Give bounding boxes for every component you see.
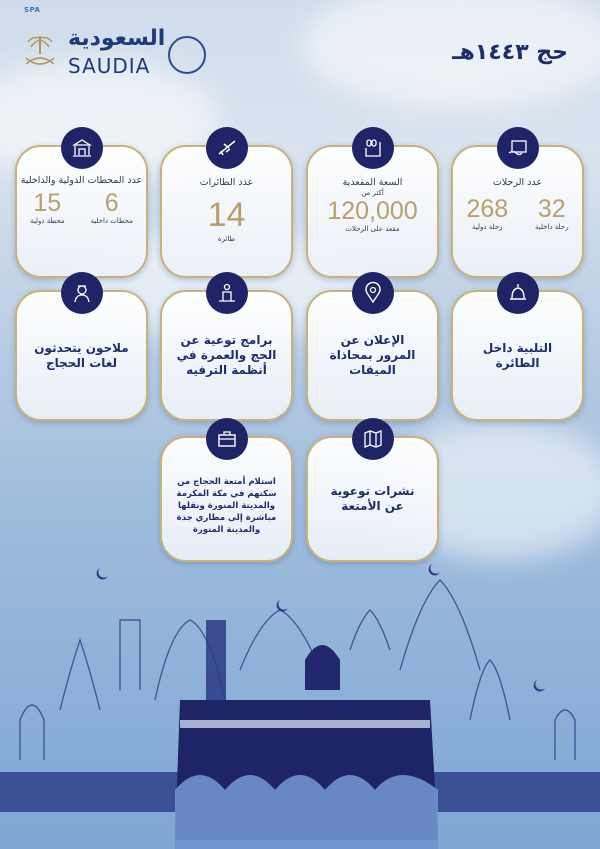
intl-stations-label: محطة دولية: [30, 217, 65, 225]
card-stations: [15, 145, 148, 278]
card-leaflets: [306, 436, 439, 562]
brand-name-english: SAUDIA: [68, 54, 151, 78]
aircraft-label: عدد الطائرات: [199, 177, 254, 188]
crew-text: ملاحون يتحدثون لغات الحجاج: [34, 340, 129, 370]
flights-label: عدد الرحلات: [492, 177, 543, 188]
card-aircraft: [160, 145, 293, 278]
seats-label: السعة المقعدية: [342, 177, 403, 188]
building-icon: [61, 127, 103, 169]
seats-prefix: أكثر من: [361, 189, 384, 197]
seats-value: 120,000: [327, 197, 418, 225]
map-icon: [352, 418, 394, 460]
kaaba-mosque-illustration: [0, 560, 600, 849]
person-screen-icon: [206, 272, 248, 314]
aircraft-value: 14: [207, 196, 246, 234]
baggage-text: استلام أمتعة الحجاج من سكنهم في مكة المكرمة والمدينة المنورة ونقلها مباشرة إلى مطاري جدة والمدينة المنورة: [176, 477, 277, 535]
intl-flights-label: رحلة دولية: [472, 223, 503, 231]
stations-label: عدد المحطات الدولية والداخلية: [20, 175, 143, 186]
miqat-text: الإعلان عن المرور بمحاذاة الميقات: [329, 333, 416, 377]
card-miqat: [306, 290, 439, 421]
card-baggage: [160, 436, 293, 562]
spa-logo: [24, 6, 42, 22]
briefcase-icon: [206, 418, 248, 460]
header: [0, 0, 600, 110]
awareness-text: برامج توعية عن الحج والعمرة في أنظمة الترفيه: [176, 333, 277, 377]
location-pin-icon: [352, 272, 394, 314]
domestic-stations-label: محطات داخلية: [90, 217, 134, 225]
domestic-stations-value: 6: [104, 189, 119, 217]
seats-unit: مقعد على الرحلات: [345, 225, 400, 233]
skyteam-logo-icon: [168, 36, 206, 74]
aircraft-unit: طائرة: [217, 235, 236, 243]
brand-name-arabic: السعودية: [68, 26, 166, 51]
mosque-dome-icon: [497, 272, 539, 314]
domestic-flights-label: رحلة داخلية: [535, 223, 569, 231]
seat-icon: [352, 127, 394, 169]
card-talbiya: [451, 290, 584, 421]
intl-stations-value: 15: [33, 189, 62, 217]
intl-flights-value: 268: [466, 195, 509, 223]
card-flights: [451, 145, 584, 278]
domestic-flights-value: 32: [537, 195, 566, 223]
talbiya-text: التلبية داخل الطائرة: [482, 340, 553, 370]
spa-logo-text: SPA: [24, 6, 41, 14]
airplane-icon: [206, 127, 248, 169]
flight-attendant-icon: [61, 272, 103, 314]
palm-swords-emblem-icon: [22, 32, 58, 70]
card-crew: [15, 290, 148, 421]
card-awareness: [160, 290, 293, 421]
page-title: حج ١٤٤٣هـ: [452, 40, 568, 65]
ticket-icon: [497, 127, 539, 169]
leaflets-text: نشرات توعوية عن الأمتعة: [330, 484, 415, 513]
card-seats: [306, 145, 439, 278]
